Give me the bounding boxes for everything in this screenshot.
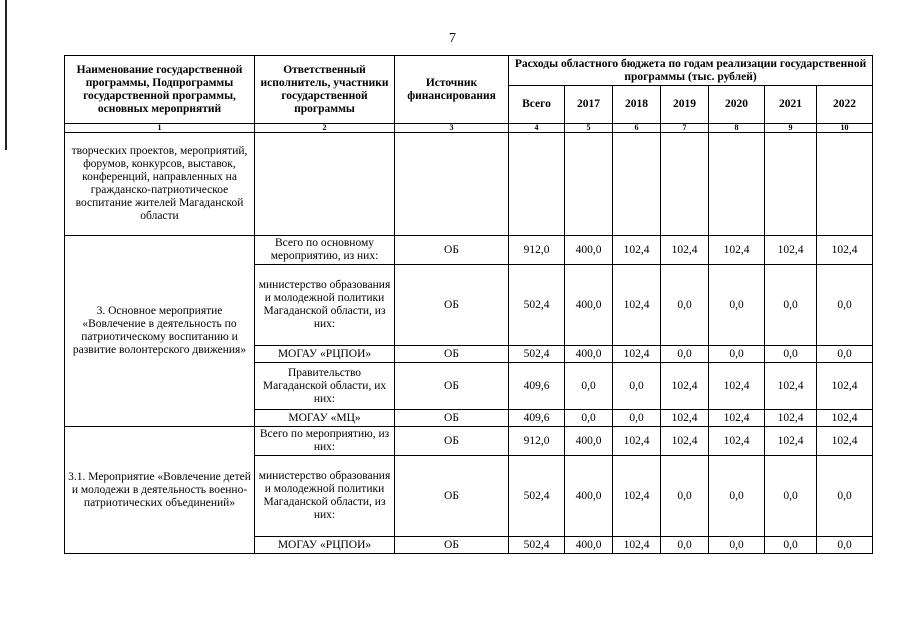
- responsible-cell: МОГАУ «РЦПОИ»: [255, 346, 395, 363]
- year-value-cell: 102,4: [817, 410, 873, 427]
- column-number: 2: [255, 124, 395, 133]
- year-value-cell: 0,0: [817, 456, 873, 537]
- continuation-row: [65, 133, 873, 236]
- total-value-cell: 912,0: [509, 427, 565, 456]
- table-row: [65, 427, 873, 456]
- year-value-cell: 0,0: [765, 346, 817, 363]
- column-numbers-row: [65, 124, 873, 133]
- year-value-cell: 400,0: [565, 537, 613, 554]
- column-number: 9: [765, 124, 817, 133]
- year-value-cell: 102,4: [661, 236, 709, 265]
- column-number: 1: [65, 124, 255, 133]
- year-value-cell: 102,4: [613, 456, 661, 537]
- year-value-cell: 0,0: [709, 265, 765, 346]
- column-number: 7: [661, 124, 709, 133]
- year-value-cell: 0,0: [565, 410, 613, 427]
- year-value-cell: 102,4: [765, 427, 817, 456]
- column-number: 6: [613, 124, 661, 133]
- budget-table: [64, 55, 873, 554]
- year-value-cell: 0,0: [709, 456, 765, 537]
- year-value-cell: 0,0: [817, 265, 873, 346]
- year-value-cell: 400,0: [565, 427, 613, 456]
- year-value-cell: 102,4: [765, 236, 817, 265]
- responsible-cell: министерство образования и молодежной политики Магаданской области, из них:: [255, 456, 395, 537]
- header-responsible: Ответственный исполнитель, участники государственной программы: [255, 56, 395, 124]
- year-value-cell: 0,0: [613, 410, 661, 427]
- column-number: 8: [709, 124, 765, 133]
- year-value-cell: 0,0: [709, 346, 765, 363]
- measure-name: 3. Основное мероприятие «Вовлечение в деятельность по патриотическому воспитанию и развитие волонтерского движения»: [65, 236, 255, 427]
- total-value-cell: 502,4: [509, 346, 565, 363]
- year-value-cell: 0,0: [661, 346, 709, 363]
- left-margin-rule: [5, 0, 7, 150]
- source-cell: ОБ: [395, 236, 509, 265]
- column-number: 10: [817, 124, 873, 133]
- year-value-cell: 102,4: [765, 410, 817, 427]
- year-value-cell: 102,4: [661, 427, 709, 456]
- source-cell: ОБ: [395, 363, 509, 410]
- year-value-cell: 102,4: [613, 236, 661, 265]
- header-name: Наименование государственной программы, Подпрограммы государственной программы, основных мероприятий: [65, 56, 255, 124]
- header-year-2021: 2021: [765, 86, 817, 124]
- year-value-cell: 400,0: [565, 265, 613, 346]
- table-row: [65, 236, 873, 265]
- year-value-cell: 102,4: [709, 410, 765, 427]
- year-value-cell: 102,4: [613, 265, 661, 346]
- year-value-cell: 102,4: [817, 427, 873, 456]
- year-value-cell: 0,0: [765, 456, 817, 537]
- total-value-cell: 409,6: [509, 410, 565, 427]
- header-year-2017: 2017: [565, 86, 613, 124]
- year-value-cell: 102,4: [817, 363, 873, 410]
- year-value-cell: 0,0: [661, 265, 709, 346]
- year-value-cell: 102,4: [709, 427, 765, 456]
- page-number: 7: [449, 31, 456, 46]
- year-value-cell: 102,4: [709, 363, 765, 410]
- total-value-cell: 409,6: [509, 363, 565, 410]
- header-source: Источник финансирования: [395, 56, 509, 124]
- year-value-cell: 0,0: [613, 363, 661, 410]
- responsible-cell: Всего по основному мероприятию, из них:: [255, 236, 395, 265]
- header-total: Всего: [509, 86, 565, 124]
- year-value-cell: 0,0: [765, 537, 817, 554]
- responsible-cell: Правительство Магаданской области, их них:: [255, 363, 395, 410]
- source-cell: ОБ: [395, 346, 509, 363]
- year-value-cell: 102,4: [661, 363, 709, 410]
- year-value-cell: 102,4: [613, 537, 661, 554]
- total-value-cell: 502,4: [509, 265, 565, 346]
- responsible-cell: министерство образования и молодежной политики Магаданской области, из них:: [255, 265, 395, 346]
- source-cell: ОБ: [395, 537, 509, 554]
- source-cell: ОБ: [395, 456, 509, 537]
- year-value-cell: 0,0: [565, 363, 613, 410]
- source-cell: ОБ: [395, 265, 509, 346]
- source-cell: ОБ: [395, 410, 509, 427]
- responsible-cell: МОГАУ «РЦПОИ»: [255, 537, 395, 554]
- year-value-cell: 0,0: [661, 537, 709, 554]
- year-value-cell: 0,0: [817, 537, 873, 554]
- total-value-cell: 912,0: [509, 236, 565, 265]
- responsible-cell: МОГАУ «МЦ»: [255, 410, 395, 427]
- header-year-2020: 2020: [709, 86, 765, 124]
- measure-name: 3.1. Мероприятие «Вовлечение детей и молодежи в деятельность военно-патриотических объединений»: [65, 427, 255, 554]
- column-number: 3: [395, 124, 509, 133]
- year-value-cell: 0,0: [765, 265, 817, 346]
- year-value-cell: 400,0: [565, 236, 613, 265]
- column-number: 5: [565, 124, 613, 133]
- year-value-cell: 102,4: [661, 410, 709, 427]
- year-value-cell: 102,4: [709, 236, 765, 265]
- year-value-cell: 0,0: [817, 346, 873, 363]
- source-cell: ОБ: [395, 427, 509, 456]
- responsible-cell: Всего по мероприятию, из них:: [255, 427, 395, 456]
- header-year-2018: 2018: [613, 86, 661, 124]
- year-value-cell: 102,4: [613, 427, 661, 456]
- continuation-text: творческих проектов, мероприятий, форумов, конкурсов, выставок, конференций, направленных на гражданско-патриотическое воспитание жителей Магаданской области: [65, 133, 255, 236]
- year-value-cell: 102,4: [817, 236, 873, 265]
- header-expenses: Расходы областного бюджета по годам реализации государственной программы (тыс. рублей): [509, 56, 873, 86]
- year-value-cell: 0,0: [661, 456, 709, 537]
- total-value-cell: 502,4: [509, 537, 565, 554]
- total-value-cell: 502,4: [509, 456, 565, 537]
- year-value-cell: 400,0: [565, 346, 613, 363]
- year-value-cell: 102,4: [613, 346, 661, 363]
- header-year-2019: 2019: [661, 86, 709, 124]
- column-number: 4: [509, 124, 565, 133]
- year-value-cell: 102,4: [765, 363, 817, 410]
- year-value-cell: 400,0: [565, 456, 613, 537]
- header-year-2022: 2022: [817, 86, 873, 124]
- year-value-cell: 0,0: [709, 537, 765, 554]
